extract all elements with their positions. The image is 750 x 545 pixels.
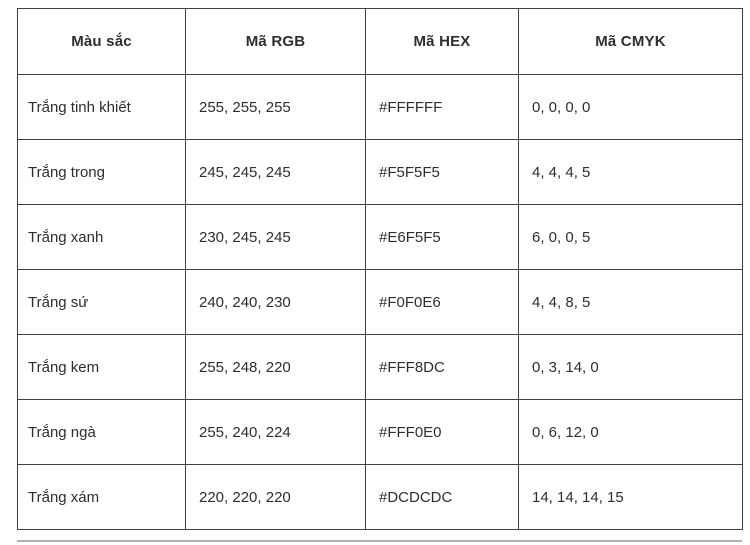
cmyk-cell: 4, 4, 4, 5 — [519, 140, 743, 205]
header-cmyk: Mã CMYK — [519, 9, 743, 75]
rgb-cell: 240, 240, 230 — [186, 270, 366, 335]
table-row — [18, 400, 743, 465]
table-row — [18, 205, 743, 270]
cmyk-cell: 0, 0, 0, 0 — [519, 75, 743, 140]
cmyk-cell: 6, 0, 0, 5 — [519, 205, 743, 270]
hex-cell: #FFF0E0 — [366, 400, 519, 465]
table-header — [18, 9, 743, 75]
rgb-cell: 255, 248, 220 — [186, 335, 366, 400]
rgb-cell: 245, 245, 245 — [186, 140, 366, 205]
color-name-cell: Trắng sứ — [18, 270, 186, 335]
header-rgb: Mã RGB — [186, 9, 366, 75]
color-codes-table — [17, 8, 743, 530]
color-name-cell: Trắng xanh — [18, 205, 186, 270]
table-row — [18, 465, 743, 530]
color-name-cell: Trắng trong — [18, 140, 186, 205]
cmyk-cell: 0, 6, 12, 0 — [519, 400, 743, 465]
hex-cell: #F5F5F5 — [366, 140, 519, 205]
rgb-cell: 255, 255, 255 — [186, 75, 366, 140]
color-name-cell: Trắng xám — [18, 465, 186, 530]
header-row — [18, 9, 743, 75]
hex-cell: #FFFFFF — [366, 75, 519, 140]
color-name-cell: Trắng tinh khiết — [18, 75, 186, 140]
table-row — [18, 140, 743, 205]
color-name-cell: Trắng ngà — [18, 400, 186, 465]
table-row — [18, 75, 743, 140]
cmyk-cell: 4, 4, 8, 5 — [519, 270, 743, 335]
hex-cell: #E6F5F5 — [366, 205, 519, 270]
header-hex: Mã HEX — [366, 9, 519, 75]
rgb-cell: 220, 220, 220 — [186, 465, 366, 530]
cmyk-cell: 14, 14, 14, 15 — [519, 465, 743, 530]
cmyk-cell: 0, 3, 14, 0 — [519, 335, 743, 400]
rgb-cell: 255, 240, 224 — [186, 400, 366, 465]
hex-cell: #DCDCDC — [366, 465, 519, 530]
table-row — [18, 335, 743, 400]
hex-cell: #F0F0E6 — [366, 270, 519, 335]
bottom-divider-line — [17, 540, 742, 542]
table-row — [18, 270, 743, 335]
header-color-name: Màu sắc — [18, 9, 186, 75]
hex-cell: #FFF8DC — [366, 335, 519, 400]
table-body — [18, 75, 743, 530]
rgb-cell: 230, 245, 245 — [186, 205, 366, 270]
color-name-cell: Trắng kem — [18, 335, 186, 400]
